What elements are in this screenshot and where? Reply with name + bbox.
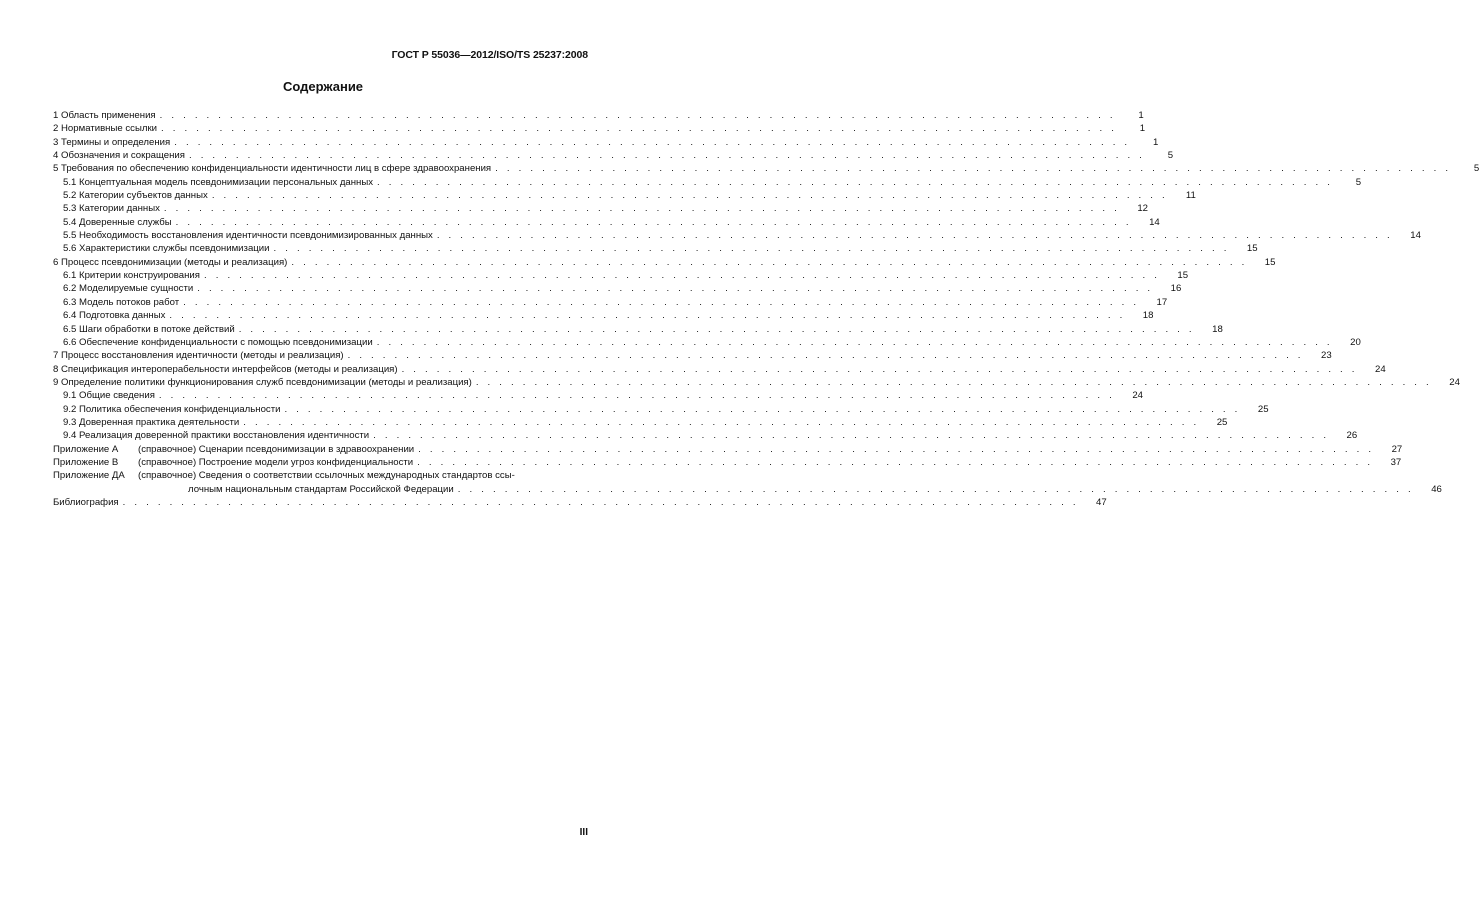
dot-leader [284, 403, 1240, 416]
toc-entry-page: 5 [1355, 176, 1362, 188]
toc-entry-page: 5 [1167, 150, 1174, 162]
toc-entry[interactable] [53, 122, 1146, 135]
toc-entry-label: 9.4 Реализация доверенной практики восстановления идентичности [63, 430, 370, 442]
toc-entry[interactable] [53, 136, 1159, 149]
dot-leader [476, 376, 1432, 389]
toc-entry-page: 25 [1216, 416, 1228, 428]
toc-entry-label: 2 Нормативные ссылки [53, 123, 158, 135]
appendix-name: Приложение В [53, 456, 119, 468]
toc-entry-label: 5.2 Категории субъектов данных [63, 190, 208, 202]
dot-leader [373, 429, 1329, 442]
toc-entry[interactable] [53, 323, 1223, 336]
toc-appendices [53, 443, 1442, 496]
toc-entry-page: 24 [1132, 390, 1143, 402]
toc-entry-page: 1 [1138, 110, 1144, 121]
toc-appendix[interactable] [53, 469, 1442, 496]
dot-leader [204, 269, 1160, 282]
document-header: ГОСТ Р 55036—2012/ISO/TS 25237:2008 [391, 49, 588, 61]
dot-leader [274, 242, 1230, 255]
page-number: III [579, 827, 588, 838]
toc-entry-label: 6.2 Моделируемые сущности [63, 283, 194, 295]
appendix-title: (справочное) Сведения о соответствии ссылочных международных стандартов ссы- [138, 470, 515, 482]
toc-entries [53, 109, 1479, 443]
dot-leader [174, 136, 1130, 149]
appendix-page: 46 [1431, 483, 1442, 495]
toc-entry-label: 9 Определение политики функционирования служб псевдонимизации (методы и реализация) [53, 376, 472, 388]
toc-entry[interactable] [53, 216, 1160, 229]
dot-leader [377, 176, 1333, 189]
toc-entry-page: 15 [1177, 270, 1189, 282]
appendix-body [138, 443, 1402, 456]
toc-entry-page: 5 [1473, 163, 1479, 175]
dot-leader [159, 389, 1115, 402]
toc-entry-label: 6.6 Обеспечение конфиденциальности с помощью псевдонимизации [63, 336, 373, 348]
toc-entry-page: 24 [1449, 376, 1460, 388]
toc-entry[interactable] [53, 309, 1154, 322]
toc-entry-label: 9.1 Общие сведения [63, 390, 155, 402]
toc-entry-label: 4 Обозначения и сокращения [53, 150, 185, 162]
toc-appendix[interactable] [53, 456, 1402, 469]
toc-entry-label: 7 Процесс восстановления идентичности (методы и реализация) [53, 350, 344, 362]
toc-entry-label: 6.3 Модель потоков работ [63, 296, 180, 308]
toc-entry-label: 8 Спецификация интероперабельности интерфейсов (методы и реализация) [53, 363, 398, 375]
toc-entry[interactable] [53, 269, 1189, 282]
dot-leader [161, 122, 1117, 135]
dot-leader [123, 496, 1079, 509]
dot-leader [164, 202, 1120, 215]
toc-entry-page: 23 [1321, 350, 1332, 362]
toc-entry[interactable] [53, 149, 1174, 162]
page-title: Содержание [282, 79, 364, 94]
toc-entry-page: 14 [1410, 230, 1421, 242]
dot-leader [197, 282, 1153, 295]
toc-entry-label: 3 Термины и определения [53, 136, 171, 148]
toc-entry-page: 26 [1346, 430, 1358, 442]
dot-leader [212, 189, 1168, 202]
appendix-line [138, 483, 1442, 496]
toc-entry-page: 16 [1170, 283, 1182, 295]
appendix-page: 27 [1391, 443, 1403, 455]
toc-entry[interactable] [53, 429, 1358, 442]
toc-entry[interactable] [53, 189, 1196, 202]
toc-entry-label: 9.3 Доверенная практика деятельности [63, 416, 240, 428]
toc-entry[interactable] [53, 336, 1361, 349]
toc-entry-label: 5.1 Концептуальная модель псевдонимизации персональных данных [63, 176, 374, 188]
appendix-line [138, 456, 1401, 469]
appendix-title: (справочное) Построение модели угроз конфиденциальности [138, 456, 414, 468]
toc-entry[interactable] [53, 176, 1362, 189]
dot-leader [348, 349, 1304, 362]
dot-leader [458, 483, 1414, 496]
toc-entry[interactable] [53, 296, 1168, 309]
toc-entry-label: 1 Область применения [53, 110, 156, 121]
appendix-body [138, 469, 1442, 496]
toc-entry-label: 5.3 Категории данных [63, 203, 160, 215]
toc-entry[interactable] [53, 376, 1460, 389]
toc-entry[interactable] [53, 229, 1421, 242]
toc-entry-label: 9.2 Политика обеспечения конфиденциальности [63, 403, 281, 415]
appendix-line [138, 443, 1402, 456]
toc-entry[interactable] [53, 256, 1276, 269]
dot-leader [243, 416, 1199, 429]
dot-leader [377, 336, 1333, 349]
appendix-title: лочным национальным стандартам Российской Федерации [188, 483, 454, 495]
toc-entry[interactable] [53, 389, 1143, 402]
dot-leader [437, 229, 1393, 242]
toc-entry-page: 15 [1264, 256, 1276, 268]
toc-entry[interactable] [53, 363, 1386, 376]
toc-entry[interactable] [53, 349, 1332, 362]
toc-entry-label: Библиография [53, 496, 119, 508]
dot-leader [417, 456, 1373, 469]
toc-entry-page: 25 [1257, 403, 1269, 415]
toc-entry-page: 18 [1212, 323, 1223, 335]
dot-leader [291, 256, 1247, 269]
toc-entry[interactable] [53, 109, 1144, 122]
appendix-name: Приложение А [53, 443, 119, 455]
toc-entry[interactable] [53, 282, 1182, 295]
toc-entry-label: 5.6 Характеристики службы псевдонимизации [63, 243, 270, 255]
toc-entry-label: 5 Требования по обеспечению конфиденциальности идентичности лиц в сфере здравоохранения [53, 163, 492, 175]
dot-leader [239, 323, 1195, 336]
dot-leader [169, 309, 1125, 322]
toc-entry[interactable] [53, 403, 1269, 416]
dot-leader [160, 109, 1116, 122]
dot-leader [183, 296, 1139, 309]
toc-entry-label: 6.5 Шаги обработки в потоке действий [63, 323, 235, 335]
appendix-name: Приложение ДА [53, 470, 125, 482]
toc-entry-page: 18 [1142, 310, 1154, 322]
toc-entry-page: 12 [1137, 203, 1148, 215]
toc-entry-label: 5.4 Доверенные службы [63, 216, 172, 228]
toc-entry-label: 6.4 Подготовка данных [63, 310, 166, 322]
appendix-title: (справочное) Сценарии псевдонимизации в здравоохранении [138, 443, 415, 455]
toc-entry-page: 47 [1096, 496, 1107, 508]
toc-entry[interactable] [53, 162, 1479, 175]
dot-leader [402, 363, 1358, 376]
toc-entry-page: 1 [1139, 123, 1146, 135]
toc-entry-label: 5.5 Необходимость восстановления идентичности псевдонимизированных данных [63, 230, 433, 242]
toc-entry[interactable] [53, 416, 1228, 429]
dot-leader [189, 149, 1145, 162]
dot-leader [495, 162, 1451, 175]
dot-leader [418, 443, 1374, 456]
dot-leader [176, 216, 1132, 229]
appendix-line [138, 469, 1442, 482]
toc-entry-label: 6.1 Критерии конструирования [63, 270, 200, 282]
toc-entry-page: 17 [1156, 296, 1168, 308]
toc-entry-bibliography[interactable] [53, 496, 1107, 509]
toc-entry-label: 6 Процесс псевдонимизации (методы и реализация) [53, 256, 288, 268]
toc-entry[interactable] [53, 202, 1148, 215]
toc-entry-page: 24 [1374, 363, 1386, 375]
table-of-contents [53, 109, 1479, 509]
appendix-page: 37 [1390, 456, 1402, 468]
toc-entry-page: 20 [1350, 336, 1361, 348]
toc-entry-page: 11 [1185, 190, 1196, 202]
appendix-body [138, 456, 1401, 469]
toc-entry-page: 1 [1152, 136, 1159, 148]
toc-appendix[interactable] [53, 443, 1403, 456]
toc-entry-page: 15 [1246, 243, 1258, 255]
toc-entry[interactable] [53, 242, 1258, 255]
toc-entry-page: 14 [1149, 216, 1160, 228]
